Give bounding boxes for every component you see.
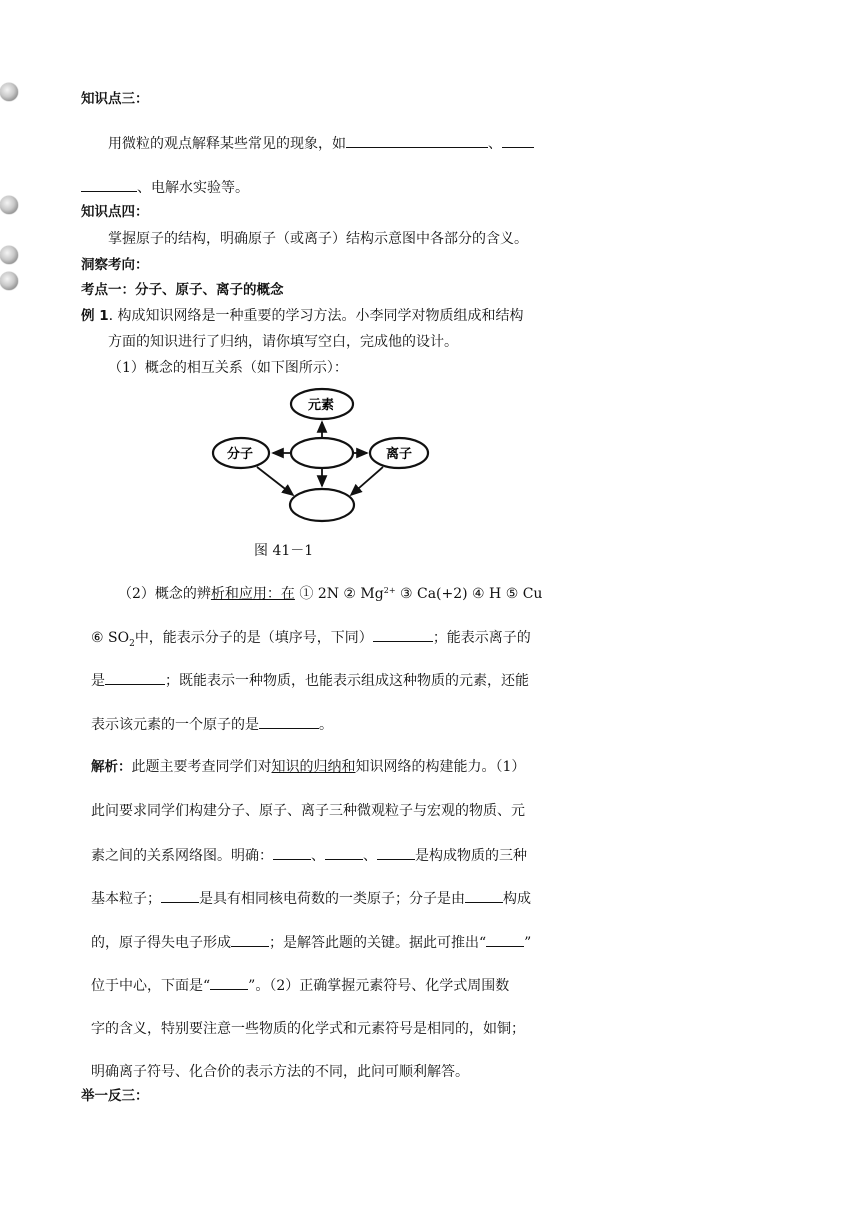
blank [325,845,363,860]
concept-diagram [205,385,445,527]
arrow-diag-left [257,467,293,495]
blank [259,714,319,729]
sec3-line1: 用微粒的观点解释某些常见的现象，如 、 [108,133,534,154]
blank [273,845,311,860]
analysis-line5: 的，原子得失电子形成 ；是解答此题的关键。据此可推出“ ” [91,932,531,953]
analysis-line4: 基本粒子； 是具有相同核电荷数的一类原子；分子是由 构成 [91,888,531,909]
binder-hole [0,246,18,264]
part2-line3: 是 ；既能表示一种物质，也能表示组成这种物质的元素，还能 [91,670,529,691]
blank [81,177,137,192]
part2-line4: 表示该元素的一个原子的是 。 [91,714,333,735]
blank [346,133,488,148]
analysis-line8: 明确离子符号、化合价的表示方法的不同，此问可顺利解答。 [91,1064,469,1080]
blank [502,133,534,148]
figure-caption: 图 41－1 [254,543,314,559]
blank [161,888,199,903]
section-heading-3: 知识点三： [81,91,149,107]
analysis-line6: 位于中心，下面是“ ”。（2）正确掌握元素符号、化学式周围数 [91,975,509,996]
example-line2: 方面的知识进行了归纳，请你填写空白，完成他的设计。 [108,334,458,350]
blank [373,627,433,642]
section-heading-juyi: 举一反三： [81,1088,149,1104]
blank [377,845,415,860]
analysis-line7: 字的含义，特别要注意一些物质的化学式和元素符号是相同的，如铜； [91,1021,525,1037]
sec3-line2: 、电解水实验等。 [81,177,249,198]
arrow-diag-right [351,467,383,495]
analysis-line1: 解析：此题主要考查同学们对知识的归纳和知识网络的构建能力。（1） [91,759,526,775]
blank [486,932,524,947]
node-bottom [290,489,354,521]
blank [465,888,503,903]
part2-line1: （2）概念的辨析和应用：在 ① 2N ② $Mg^{2+}$ ③ Ca(+2) ④ H ⑤ Cu [118,586,543,602]
part2-line2: ⑥ $SO_2$中，能表示分子的是（填序号，下同） ；能表示离子的 [91,627,531,654]
analysis-line3: 素之间的关系网络图。明确： 、 、 是构成物质的三种 [91,845,527,866]
binder-hole [0,272,18,290]
binder-hole [0,83,18,101]
binder-hole [0,196,18,214]
sec4-line1: 掌握原子的结构，明确原子（或离子）结构示意图中各部分的含义。 [108,231,528,247]
example-part1: （1）概念的相互关系（如下图所示）： [108,360,348,376]
node-ion-label: 离子 [386,447,413,462]
kaodian-heading: 考点一：分子、原子、离子的概念 [81,282,284,298]
blank [105,670,165,685]
analysis-line2: 此问要求同学们构建分子、原子、离子三种微观粒子与宏观的物质、元 [91,803,525,819]
section-heading-4: 知识点四： [81,204,149,220]
blank [231,932,269,947]
example-line1: 例 1. 构成知识网络是一种重要的学习方法。小李同学对物质组成和结构 [81,308,524,324]
blank [210,975,248,990]
node-center [291,438,353,468]
node-molecule-label: 分子 [227,447,254,462]
node-element-label: 元素 [308,398,335,413]
section-heading-dongcha: 洞察考向： [81,257,149,273]
